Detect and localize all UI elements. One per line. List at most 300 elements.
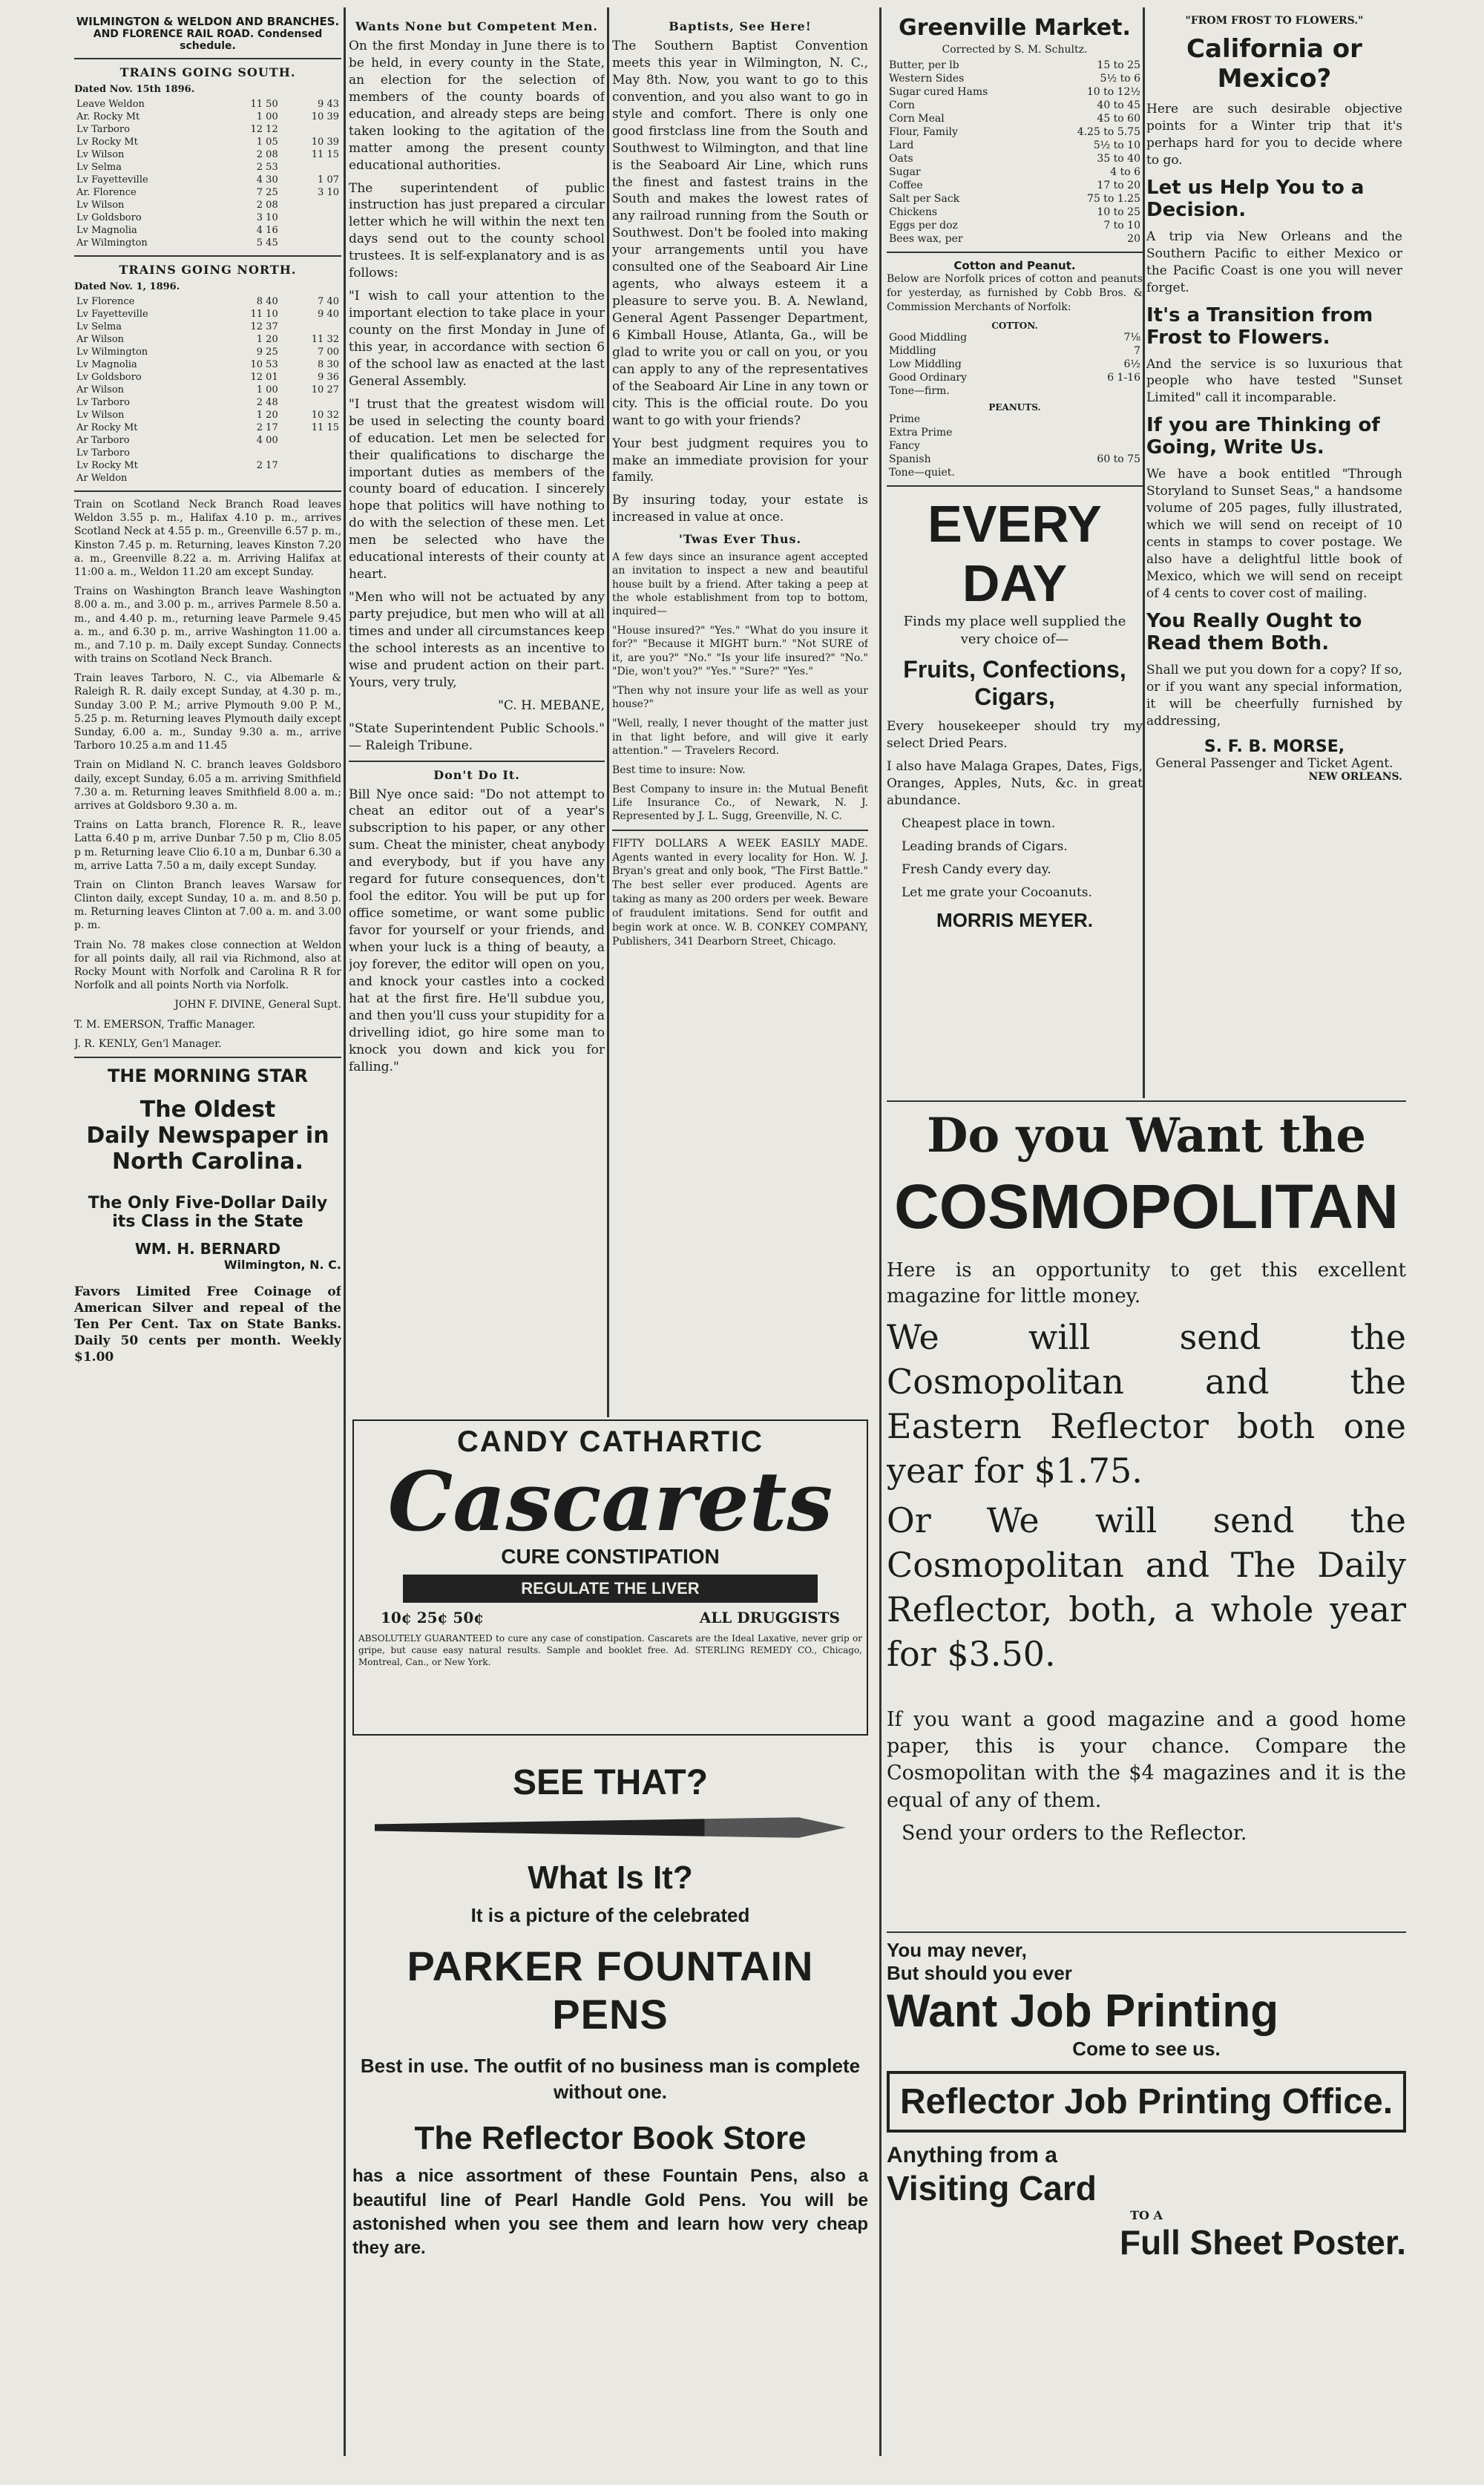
south-timetable-row-cell: 4 30 (256, 174, 278, 186)
north-timetable-row-cell: 11 10 (250, 309, 278, 320)
every-day-heading: EVERY DAY (928, 494, 1102, 612)
sp-para3: And the service is so luxurious that people who have tested "Sunset Limited" call it incomparable. (1146, 356, 1402, 406)
article-paragraph: On the first Monday in June there is to be held, in every county in the State, an election for the selection of members of the county boards of education, and already steps are being taken looking to the agitation of the matter among the present county educational authorities. (349, 39, 605, 173)
southern-pacific-column (1146, 15, 1402, 1083)
sp-heading3: If you are Thinking of Going, Write Us. (1146, 414, 1380, 459)
north-timetable-row (74, 421, 341, 434)
railroad-column (74, 15, 341, 2463)
south-timetable-row (74, 211, 341, 224)
cotton-row-cell: Good Middling (889, 331, 968, 344)
see-that-heading: SEE THAT? (512, 1763, 709, 1802)
want-job-printing: Want Job Printing (887, 1986, 1279, 2037)
north-timetable-row-cell: Lv Magnolia (76, 359, 137, 370)
peanut-row-cell (1039, 466, 1143, 479)
peanut-row-cell: Spanish (889, 453, 931, 465)
north-timetable-row-cell: 7 40 (318, 296, 339, 307)
article-paragraph: "Men who will not be actuated by any party prejudice, but men who will at all times and under all circumstances keep the school interests as an incentive to wise and prudent action on their part. Yours, very truly, (349, 590, 605, 690)
come-to-see-us: Come to see us. (1072, 2038, 1221, 2060)
market-table (887, 59, 1143, 246)
south-timetable-row-cell: 10 39 (311, 137, 339, 148)
market-row-cell: Western Sides (889, 73, 965, 85)
market-row-cell: 5½ to 6 (1100, 73, 1140, 85)
north-timetable-row-cell: Ar Tarboro (76, 435, 130, 446)
article-paragraph: Best Company to insure in: the Mutual Benefit Life Insurance Co., of Newark, N. J. Represented by J. L. Sugg, Greenville, N. C. (612, 784, 868, 823)
cosmo-para1: Here is an opportunity to get this excellent magazine for little money. (887, 1259, 1406, 1308)
peanut-row-cell: Fancy (889, 439, 920, 452)
cotton-row (887, 384, 1143, 398)
morning-star-line8: Favors Limited Free Coinage of American Silver and repeal of the Ten Per Cent. Tax on State Banks. Daily 50 cents per month. Weekly $1.00 (74, 1284, 341, 1365)
north-timetable-row (74, 472, 341, 485)
column-rule (344, 7, 346, 2456)
cosmopolitan-ad (887, 1094, 1406, 1903)
mebane-signature: "C. H. MEBANE, (498, 697, 605, 713)
sp-signature: S. F. B. MORSE, (1204, 737, 1345, 756)
north-timetable-row-cell: 12 01 (250, 372, 278, 383)
market-title: Greenville Market. (899, 15, 1131, 41)
cascarets-ad (352, 1414, 868, 1740)
market-row-cell: 10 to 12½ (1086, 86, 1140, 98)
peanut-row-cell (1039, 426, 1143, 439)
south-timetable-row (74, 174, 341, 186)
column-rule (607, 7, 609, 1417)
column-rule (1143, 7, 1145, 1098)
south-timetable-row-cell: Leave Weldon (76, 99, 145, 110)
north-timetable-row-cell (280, 321, 341, 333)
visiting-card: Visiting Card (887, 2169, 1097, 2207)
morning-star-line5: its Class in the State (112, 1212, 303, 1231)
market-row-cell: 15 to 25 (1097, 59, 1140, 71)
south-timetable-row (74, 111, 341, 123)
south-timetable-row (74, 136, 341, 148)
article-paragraph: The superintendent of public instruction has just prepared a circular letter which he will within the next ten days send out to the county school trustees. It is self-explanatory and is as follows: (349, 180, 605, 281)
north-timetable-row (74, 371, 341, 384)
north-timetable (74, 295, 341, 485)
article-paragraph: "Then why not insure your life as well as your house?" (612, 684, 868, 711)
market-row-cell: 45 to 60 (1097, 113, 1140, 125)
cascarets-cure: CURE CONSTIPATION (501, 1544, 720, 1568)
south-timetable-row-cell: 12 12 (250, 124, 278, 135)
book-store-title: The Reflector Book Store (414, 2120, 807, 2157)
south-timetable-row-cell: Lv Wilson (76, 200, 125, 211)
want-the-line: Do you Want the (926, 1108, 1367, 1163)
every-day-text4: Leading brands of Cigars. (902, 838, 1068, 854)
north-timetable-row-cell: 1 20 (256, 410, 278, 421)
south-timetable-row (74, 148, 341, 161)
peanut-row-cell (1039, 413, 1143, 426)
cotton-row-cell: Tone—firm. (889, 384, 950, 397)
cotton-row-cell: 6 1-16 (1107, 371, 1140, 384)
market-row (887, 219, 1143, 232)
cotton-row-cell: 7⅛ (1123, 331, 1140, 344)
north-timetable-row-cell (280, 396, 341, 409)
peanut-row-cell: Prime (889, 413, 921, 425)
market-row (887, 59, 1143, 72)
cosmo-para3: Or We will send the Cosmopolitan and The Daily Reflector, both, a whole year for $3.50. (887, 1500, 1406, 1674)
market-row (887, 112, 1143, 125)
train-note: Train No. 78 makes close connection at Weldon for all points daily, all rail via Richmond, also at Rocky Mount with Norfolk and Carolina R R for Norfolk and all points North via Norfolk. (74, 939, 341, 992)
fruits-line: Fruits, Confections, Cigars, (903, 656, 1126, 711)
article-paragraph: A few days since an insurance agent accepted an invitation to inspect a new and beautiful house built by a friend. After taking a peep at the whole establishment from top to bottom, inquired— (612, 551, 868, 617)
north-timetable-row (74, 409, 341, 421)
baptists-heading: Baptists, See Here! (669, 19, 812, 33)
south-timetable-row-cell: 10 39 (311, 111, 339, 122)
south-timetable-row-cell (280, 161, 341, 174)
south-timetable-row-cell (280, 211, 341, 224)
market-row-cell: 75 to 1.25 (1087, 193, 1140, 205)
north-timetable-row (74, 396, 341, 409)
market-row-cell: Corn Meal (889, 113, 945, 125)
south-timetable-row (74, 161, 341, 174)
south-timetable-row-cell: 2 53 (256, 162, 278, 173)
parker-pen-ad (352, 1755, 868, 2467)
morris-meyer: MORRIS MEYER. (936, 908, 1093, 931)
train-note: Train on Clinton Branch leaves Warsaw for Clinton daily, except Sunday, 10 a. m. and 8.50 p. m. Returning leaves Clinton at 7.00 a. m. and 3.00 p. m. (74, 879, 341, 932)
peanut-row (887, 466, 1143, 479)
market-row (887, 152, 1143, 165)
south-timetable-row-cell: Lv Selma (76, 162, 122, 173)
article-paragraph: Your best judgment requires you to make an immediate provision for your family. (612, 436, 868, 485)
north-timetable-row-cell: 8 30 (318, 359, 339, 370)
every-day-text1: Every housekeeper should try my select Dried Pears. (887, 719, 1143, 752)
every-day-text6: Let me grate your Cocoanuts. (902, 884, 1092, 900)
market-row (887, 232, 1143, 246)
article-paragraph: The Southern Baptist Convention meets this year in Wilmington, N. C., May 8th. Now, you want to go to this convention, and you also want to go in style and comfort. There is only one good firstclass line from the South and Southwest to Wilmington, and that line is the Seaboard Air Line, which runs the finest and fastest trains in the South and makes the lowest rates of any railroad running from the South or Southwest. Don't be fooled into making your arrangements until you have consulted one of the Seaboard Air Line agents, who always esteem it a pleasure to serve you. B. A. Newland, General Agent Passenger Department, 6 Kimball House, Atlanta, Ga., will be glad to write you or call on you, or you can apply to any of the representatives of the Seaboard Air Line in any town or city. This is the official route. Do you want to go with your friends? (612, 39, 868, 428)
south-timetable-row-cell (280, 237, 341, 249)
market-row-cell: 35 to 40 (1097, 153, 1140, 165)
market-row-cell: Eggs per doz (889, 220, 958, 232)
north-timetable-row-cell: 8 40 (256, 296, 278, 307)
south-timetable-row-cell: Lv Fayetteville (76, 174, 148, 186)
cotton-title: Cotton and Peanut. (953, 259, 1076, 272)
full-sheet-poster: Full Sheet Poster. (1120, 2223, 1406, 2262)
morning-star-title: THE MORNING STAR (108, 1065, 308, 1086)
dont-do-it-heading: Don't Do It. (433, 767, 520, 782)
every-day-text2: I also have Malaga Grapes, Dates, Figs, Oranges, Apples, Nuts, &c. in great abundance. (887, 759, 1143, 809)
south-timetable-row-cell: Lv Goldsboro (76, 212, 142, 223)
peanut-row-cell: 60 to 75 (1097, 453, 1140, 465)
market-row-cell: 20 (1127, 233, 1140, 245)
market-row-cell: Sugar (889, 166, 921, 178)
market-row-cell: Butter, per lb (889, 59, 959, 71)
south-timetable-row-cell: 4 16 (256, 225, 278, 236)
market-row-cell: 4.25 to 5.75 (1077, 126, 1140, 138)
peanut-row-cell (1039, 439, 1143, 453)
south-timetable-row-cell: 7 25 (256, 187, 278, 198)
cotton-row (887, 331, 1143, 344)
north-timetable-row-cell: Lv Wilson (76, 410, 125, 421)
fountain-pen-icon (375, 1811, 846, 1845)
north-timetable-row-cell: Lv Goldsboro (76, 372, 142, 383)
morning-star-line6: WM. H. BERNARD (134, 1239, 281, 1258)
market-row (887, 125, 1143, 139)
north-timetable-row-cell (280, 459, 341, 472)
market-row-cell: 10 to 25 (1097, 206, 1140, 218)
north-timetable-row-cell: Lv Tarboro (76, 447, 130, 459)
north-timetable-row-cell: 2 17 (256, 460, 278, 471)
south-timetable-row-cell (280, 199, 341, 211)
you-may-never: You may never, (887, 1939, 1027, 1961)
cotton-row (887, 371, 1143, 384)
cascarets-band: REGULATE THE LIVER (403, 1575, 818, 1603)
north-timetable-row (74, 321, 341, 333)
anything-from: Anything from a (887, 2143, 1057, 2167)
cotton-head: COTTON. (991, 320, 1038, 331)
market-row (887, 85, 1143, 99)
train-notes (74, 498, 341, 992)
south-timetable-row (74, 123, 341, 136)
south-timetable-row-cell: Lv Rocky Mt (76, 137, 138, 148)
frost-flowers-top: "FROM FROST TO FLOWERS." (1185, 15, 1364, 27)
sp-heading2: It's a Transition from Frost to Flowers. (1146, 303, 1373, 349)
article-paragraph: "House insured?" "Yes." "What do you insure it for?" "Because it MIGHT burn." "Not SURE of it, are you?" "No." "Is your life insured?" "No." "Die, won't you?" "Yes." "Sure?" "Yes." (612, 625, 868, 677)
north-timetable-row-cell: 1 20 (256, 334, 278, 345)
north-timetable-row (74, 434, 341, 447)
peanut-head: PEANUTS. (988, 401, 1041, 413)
north-timetable-row-cell: Ar Rocky Mt (76, 422, 138, 433)
trains-south-heading: TRAINS GOING SOUTH. (119, 65, 296, 79)
south-timetable-row-cell: 1 00 (256, 111, 278, 122)
every-day-text3: Cheapest place in town. (902, 815, 1056, 831)
market-row-cell: 4 to 6 (1110, 166, 1140, 178)
cascarets-prices: 10¢ 25¢ 50¢ (381, 1608, 485, 1626)
market-row-cell: 17 to 20 (1097, 180, 1140, 191)
north-timetable-row-cell: 9 25 (256, 347, 278, 358)
reflector-job-office: Reflector Job Printing Office. (887, 2071, 1406, 2133)
sp-new-orleans: NEW ORLEANS. (1308, 770, 1402, 783)
south-timetable-row-cell: 11 50 (250, 99, 278, 110)
article-paragraph: Best time to insure: Now. (612, 764, 746, 776)
north-timetable-row-cell: 9 40 (318, 309, 339, 320)
north-timetable-row-cell (219, 472, 280, 485)
south-timetable (74, 98, 341, 249)
cotton-note: Below are Norfolk prices of cotton and peanuts for yesterday, as furnished by Cobb Bros. & Commission Merchants of Norfolk: (887, 273, 1143, 313)
morning-star-line2: Daily Newspaper in (86, 1122, 329, 1149)
train-note: Train leaves Tarboro, N. C., via Albemarle & Raleigh R. R. daily except Sunday, at 4.30 p. m., Sunday 3.00 P. M.; arrive Plymouth 9.00 P. M., 5.25 p. m. Returning leaves Plymouth daily except Sunday, 6.00 a. m., Sunday 9.30 a. m., arrive Tarboro 10.25 a.m and 11.45 (74, 672, 341, 752)
north-timetable-row (74, 346, 341, 358)
article-paragraph: "I wish to call your attention to the important election to take place in your county on the first Monday in June of this year, in accordance with section 6 of the school law as enacted at the last General Assembly. (349, 289, 605, 389)
north-timetable-row-cell: Lv Rocky Mt (76, 460, 138, 471)
market-row-cell: Lard (889, 139, 914, 151)
cotton-row (887, 358, 1143, 371)
market-row (887, 139, 1143, 152)
fifty-dollars-ad: FIFTY DOLLARS A WEEK EASILY MADE. Agents wanted in every locality for Hon. W. J. Bryan's great and only book, "The First Battle." The best seller ever produced. Agents are taking as many as 200 orders per week. Beware of fraudulent imitations. Send for outfit and begin work at once. W. B. CONKEY COMPANY, Publishers, 341 Dearborn Street, Chicago. (612, 837, 868, 948)
north-timetable-row-cell: 10 32 (311, 410, 339, 421)
sp-signature-title: General Passenger and Ticket Agent. (1155, 755, 1393, 771)
book-store-desc: has a nice assortment of these Fountain Pens, also a beautiful line of Pearl Handle Gold Pens. You will be astonished when you see them and learn how very cheap they are. (352, 2166, 868, 2259)
south-timetable-row (74, 237, 341, 249)
south-timetable-row-cell: Ar Wilmington (76, 237, 148, 249)
market-row (887, 99, 1143, 112)
south-timetable-row-cell: Lv Tarboro (76, 124, 130, 135)
twas-ever-thus-heading: 'Twas Ever Thus. (678, 532, 802, 547)
market-row-cell: Corn (889, 99, 915, 111)
north-timetable-row-cell: Ar Wilson (76, 384, 125, 395)
south-timetable-row (74, 199, 341, 211)
peanut-row-cell: Extra Prime (889, 426, 953, 439)
train-note: Trains on Latta branch, Florence R. R., leave Latta 6.40 p m, arrive Dunbar 7.50 p m, Clio 8.05 p m. Returning leave Clio 6.10 a m, Dunbar 6.30 a m, arrive Latta 7.50 a m, daily except Sunday. (74, 819, 341, 872)
south-timetable-row-cell: 1 07 (318, 174, 339, 186)
south-timetable-row (74, 186, 341, 199)
north-timetable-row (74, 447, 341, 459)
finds-line: Finds my place well supplied the very choice of— (903, 613, 1126, 647)
south-timetable-row-cell: 9 43 (318, 99, 339, 110)
south-timetable-row-cell: 5 45 (256, 237, 278, 249)
cosmo-para2: We will send the Cosmopolitan and the Eastern Reflector both one year for $1.75. (887, 1317, 1406, 1491)
cotton-row (887, 344, 1143, 358)
market-row (887, 72, 1143, 85)
market-row (887, 165, 1143, 179)
south-timetable-row (74, 98, 341, 111)
market-row-cell: Oats (889, 153, 913, 165)
north-timetable-row-cell: Ar Weldon (76, 473, 128, 484)
north-timetable-row-cell: Ar Wilson (76, 334, 125, 345)
article-paragraph: "Well, really, I never thought of the matter just in that light before, and will give it early attention." — Travelers Record. (612, 718, 868, 757)
railroad-subtitle: AND FLORENCE RAIL ROAD. Condensed schedule. (93, 28, 323, 52)
cosmo-para4: If you want a good magazine and a good home paper, this is your chance. Compare the Cosmopolitan with the $4 magazines and it is the equal of any of them. (887, 1707, 1406, 1812)
south-timetable-row-cell: 3 10 (256, 212, 278, 223)
peanut-row (887, 439, 1143, 453)
cotton-row-cell: 6½ (1123, 358, 1140, 370)
what-is-it-heading: What Is It? (528, 1859, 693, 1896)
sp-para4: We have a book entitled "Through Storyland to Sunset Seas," a handsome volume of 205 pages, fully illustrated, which we will send on receipt of 10 cents in stamps to cover postage. We also have a delightful little book of Mexico, which we will send on receipt of 4 cents to cover cost of mailing. (1146, 467, 1402, 601)
cascarets-top: CANDY CATHARTIC (457, 1425, 764, 1458)
south-timetable-row-cell: Ar. Florence (76, 187, 137, 198)
north-timetable-row (74, 459, 341, 472)
south-timetable-row-cell: 2 08 (256, 149, 278, 160)
market-row-cell: Sugar cured Hams (889, 86, 988, 98)
competent-men-heading: Wants None but Competent Men. (355, 19, 598, 33)
south-timetable-row-cell: 3 10 (318, 187, 339, 198)
south-timetable-row-cell (280, 123, 341, 136)
peanut-row (887, 453, 1143, 466)
cotton-table (887, 331, 1143, 398)
south-timetable-row-cell: 11 15 (311, 149, 339, 160)
cotton-row-cell: 7 (1134, 344, 1140, 357)
north-timetable-row-cell (280, 447, 341, 459)
but-should-you: But should you ever (887, 1962, 1072, 1984)
peanut-row (887, 413, 1143, 426)
article-paragraph: By insuring today, your estate is increased in value at once. (612, 493, 868, 525)
north-timetable-row-cell: 7 00 (318, 347, 339, 358)
north-timetable-row-cell: 11 15 (311, 422, 339, 433)
cascarets-name: Cascarets (387, 1454, 833, 1549)
article-paragraph: Bill Nye once said: "Do not attempt to cheat an editor out of a year's subscription to his paper, or any other sum. Cheat the minister, cheat anybody and everybody, but if you have any regard for future consequences, don't fool the editor. You will be put up for office sometime, or want some public favor for yourself or your friends, and when your luck is a thing of beauty, a joy forever, the editor will open on you, and knock your castles into a cocked hat at the first fire. He'll subdue you, and then you'll cuss your stupidity for a drivelling idiot, go hire some man to knock you down and kick you for falling." (349, 787, 605, 1074)
south-dated: Dated Nov. 15th 1896. (74, 84, 195, 95)
south-timetable-row-cell: Lv Wilson (76, 149, 125, 160)
north-timetable-row-cell: Lv Wilmington (76, 347, 148, 358)
market-row (887, 206, 1143, 219)
north-timetable-row (74, 295, 341, 308)
north-timetable-row-cell (280, 434, 341, 447)
sp-para5: Shall we put you down for a copy? If so, or if you want any special information, it will be cheerfully furnished by addressing, (1146, 662, 1402, 729)
north-timetable-row-cell: 10 27 (311, 384, 339, 395)
north-timetable-row-cell (280, 472, 341, 485)
sp-para2: A trip via New Orleans and the Southern Pacific to either Mexico or the Pacific Coast is one you will never forget. (1146, 229, 1402, 295)
morning-star-line4: The Only Five-Dollar Daily (88, 1193, 328, 1212)
sp-para1: Here are such desirable objective points for a Winter trip that it's perhaps hard for you to decide where to go. (1146, 102, 1402, 168)
market-column (887, 15, 1143, 1083)
train-note: Trains on Washington Branch leave Washington 8.00 a. m., and 3.00 p. m., arrives Parmele 8.50 a. m., and 4.40 p. m., returning leave Parmele 9.45 a. m., and 6.30 p. m., arrive Washington 11.00 a. m., and 7.10 p. m. Daily except Sunday. Connects with trains on Scotland Neck Branch. (74, 585, 341, 666)
job-printing-ad (887, 1926, 1406, 2467)
signature-divine: JOHN F. DIVINE, General Supt. (174, 999, 341, 1011)
south-timetable-row-cell: Ar. Rocky Mt (76, 111, 140, 122)
north-timetable-row-cell: 9 36 (318, 372, 339, 383)
sp-heading4: You Really Ought to Read them Both. (1146, 609, 1362, 654)
peanut-row (887, 426, 1143, 439)
north-timetable-row-cell: Lv Tarboro (76, 397, 130, 408)
market-row-cell: Flour, Family (889, 126, 958, 138)
morning-star-line7: Wilmington, N. C. (223, 1257, 341, 1272)
baptists-column (612, 15, 868, 1402)
north-timetable-row-cell: Lv Florence (76, 296, 135, 307)
to-a: TO A (1130, 2208, 1163, 2222)
train-note: Train on Midland N. C. branch leaves Goldsboro daily, except Sunday, 6.05 a m. arriving Smithfield 7.30 a. m. Returning leaves Smithfield 8.00 a. m.; arrives at Goldsboro 9.30 a. m. (74, 759, 341, 812)
sp-heading1: Let us Help You to a Decision. (1146, 176, 1365, 221)
picture-of-line: It is a picture of the celebrated (470, 1904, 750, 1926)
market-row-cell: 7 to 10 (1103, 220, 1140, 232)
north-timetable-row-cell: 2 17 (256, 422, 278, 433)
north-timetable-row-cell: Lv Fayetteville (76, 309, 148, 320)
north-timetable-row-cell: 2 48 (256, 397, 278, 408)
market-row-cell: Coffee (889, 180, 923, 191)
cascarets-guarantee: ABSOLUTELY GUARANTEED to cure any case of constipation. Cascarets are the Ideal Laxative, never grip or gripe, but cause easy natural results. Sample and booklet free. Ad. STERLING REMEDY CO., Chicago, Montreal, Can., or New York. (358, 1632, 862, 1667)
column-rule (879, 7, 881, 2456)
north-timetable-row-cell (219, 447, 280, 459)
market-row (887, 192, 1143, 206)
parker-name: PARKER FOUNTAIN PENS (407, 1943, 814, 2038)
market-row (887, 179, 1143, 192)
north-timetable-row-cell: 4 00 (256, 435, 278, 446)
market-row-cell: Salt per Sack (889, 193, 960, 205)
south-timetable-row-cell: 2 08 (256, 200, 278, 211)
signature-emerson: T. M. EMERSON, Traffic Manager. (74, 1018, 256, 1031)
north-timetable-row (74, 308, 341, 321)
market-row-cell: 40 to 45 (1097, 99, 1140, 111)
cotton-row-cell: Good Ordinary (889, 371, 968, 384)
south-timetable-row-cell: Lv Magnolia (76, 225, 137, 236)
market-row-cell: Bees wax, per (889, 233, 963, 245)
signature-kenly: J. R. KENLY, Gen'l Manager. (74, 1037, 222, 1050)
education-column (349, 15, 605, 1402)
cotton-row-cell: Low Middling (889, 358, 962, 370)
market-row-cell: Chickens (889, 206, 938, 218)
peanut-table (887, 413, 1143, 479)
south-timetable-row (74, 224, 341, 237)
cotton-row-cell: Middling (889, 344, 936, 357)
north-timetable-row-cell: 1 00 (256, 384, 278, 395)
railroad-title: WILMINGTON & WELDON AND BRANCHES. (76, 15, 340, 28)
every-day-text5: Fresh Candy every day. (902, 861, 1051, 877)
north-timetable-row-cell: 11 32 (311, 334, 339, 345)
north-timetable-row (74, 384, 341, 396)
morning-star-line1: The Oldest (139, 1096, 276, 1123)
cotton-row-cell (1063, 384, 1143, 398)
best-in-use: Best in use. The outfit of no business man is complete without one. (360, 2055, 861, 2104)
cosmo-para5: Send your orders to the Reflector. (902, 1822, 1247, 1845)
north-timetable-row-cell: 12 37 (250, 321, 278, 332)
north-timetable-row (74, 333, 341, 346)
market-corrected-by: Corrected by S. M. Schultz. (942, 44, 1088, 56)
south-timetable-row-cell: 1 05 (256, 137, 278, 148)
mebane-title: "State Superintendent Public Schools." — Raleigh Tribune. (349, 720, 605, 753)
peanut-row-cell: Tone—quiet. (889, 466, 955, 479)
morning-star-line3: North Carolina. (112, 1148, 303, 1175)
north-timetable-row-cell: Lv Selma (76, 321, 122, 332)
cascarets-all: ALL DRUGGISTS (699, 1608, 840, 1626)
north-dated: Dated Nov. 1, 1896. (74, 281, 180, 292)
market-row-cell: 5½ to 10 (1093, 139, 1140, 151)
trains-north-heading: TRAINS GOING NORTH. (119, 263, 297, 277)
